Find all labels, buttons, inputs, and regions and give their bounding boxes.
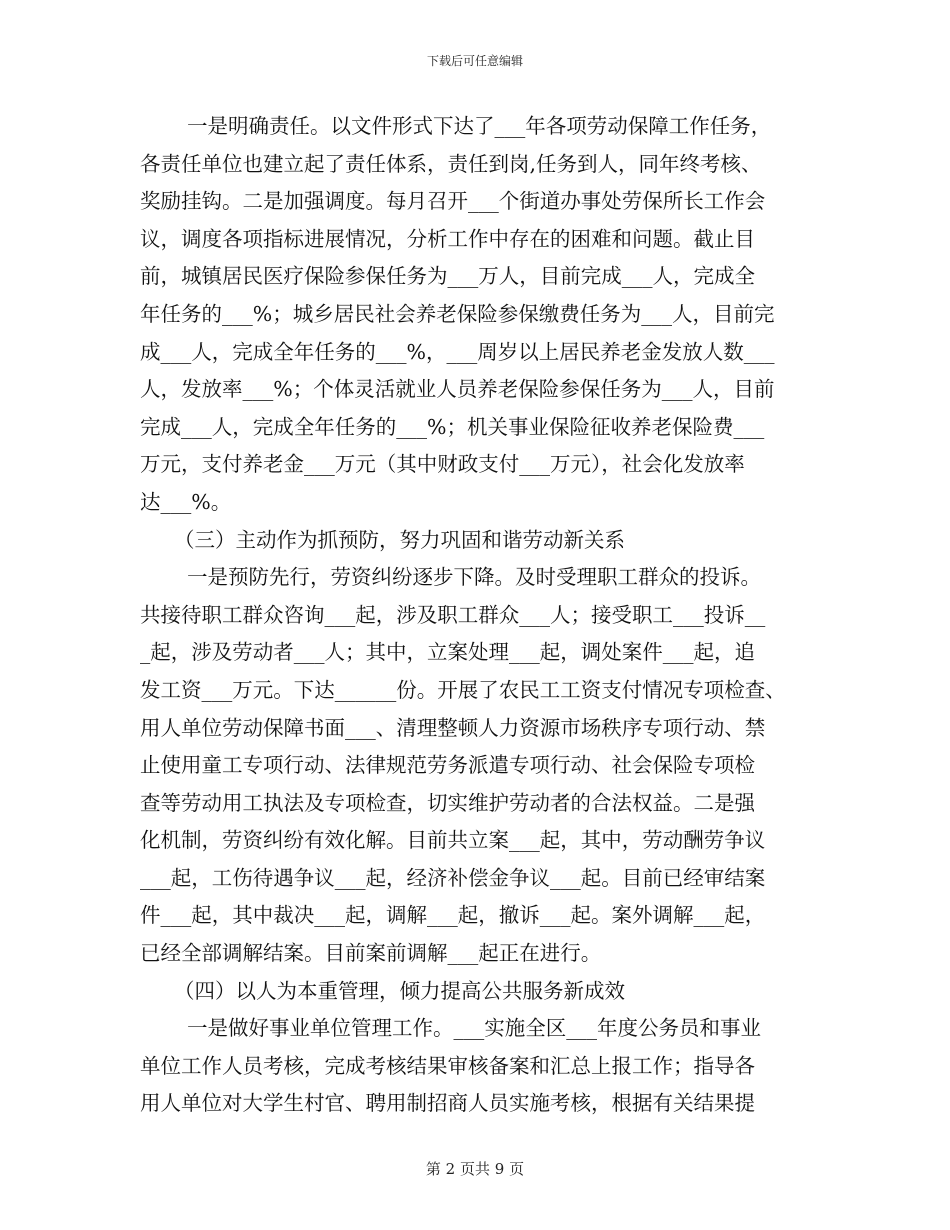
text-line: 完成___人，完成全年任务的___%；机关事业保险征收养老保险费___ xyxy=(140,414,765,439)
text-line: 已经全部调解结案。目前案前调解___起正在进行。 xyxy=(140,941,602,966)
text-line: 查等劳动用工执法及专项检查，切实维护劳动者的合法权益。二是强 xyxy=(140,790,755,815)
text-line: 化机制，劳资纠纷有效化解。目前共立案___起，其中，劳动酬劳争议 xyxy=(140,828,766,853)
text-line: 各责任单位也建立起了责任体系，责任到岗,任务到人，同年终考核、 xyxy=(140,151,762,176)
text-line: 达___%。 xyxy=(140,489,232,514)
text-line: 用人单位对大学生村官、聘用制招商人员实施考核，根据有关结果提 xyxy=(140,1091,755,1116)
text-line: 年任务的___%；城乡居民社会养老保险参保缴费任务为___人，目前完 xyxy=(140,301,775,326)
text-line: （四）以人为本重管理，倾力提高公共服务新成效 xyxy=(174,978,625,1003)
text-line: 单位工作人员考核，完成考核结果审核备案和汇总上报工作；指导各 xyxy=(140,1053,755,1078)
text-line: 奖励挂钩。二是加强调度。每月召开___个街道办事处劳保所长工作会 xyxy=(140,189,766,214)
text-line: 前，城镇居民医疗保险参保任务为___万人，目前完成___人，完成全 xyxy=(140,264,755,289)
text-line: 止使用童工专项行动、法律规范劳务派遣专项行动、社会保险专项检 xyxy=(140,753,755,778)
text-line: 一是做好事业单位管理工作。___实施全区___年度公务员和事业 xyxy=(187,1016,761,1041)
text-line: 人，发放率___%；个体灵活就业人员养老保险参保任务为___人，目前 xyxy=(140,377,775,402)
text-line: 共接待职工群众咨询___起，涉及职工群众___人；接受职工___投诉__ xyxy=(140,602,766,627)
text-line: 发工资___万元。下达______份。开展了农民工工资支付情况专项检查、 xyxy=(140,677,786,702)
text-line: 议，调度各项指标进展情况，分析工作中存在的困难和问题。截止目 xyxy=(140,226,755,251)
text-line: 万元，支付养老金___万元（其中财政支付___万元），社会化发放率 xyxy=(140,452,745,477)
text-line: 成___人，完成全年任务的___%，___周岁以上居民养老金发放人数___ xyxy=(140,339,775,364)
text-line: 用人单位劳动保障书面___、清理整顿人力资源市场秩序专项行动、禁 xyxy=(140,715,766,740)
text-line: 一是明确责任。以文件形式下达了___年各项劳动保障工作任务， xyxy=(187,114,772,138)
text-line: 件___起，其中裁决___起，调解___起，撤诉___起。案外调解___起， xyxy=(140,903,766,928)
text-line: ___起，工伤待遇争议___起，经济补偿金争议___起。目前已经审结案 xyxy=(140,865,766,890)
text-line: 一是预防先行，劳资纠纷逐步下降。及时受理职工群众的投诉。 xyxy=(187,565,761,590)
document-body xyxy=(140,108,820,1123)
text-line: _起，涉及劳动者___人；其中，立案处理___起，调处案件___起，追 xyxy=(140,640,755,665)
page-footer: 第 2 页共 9 页 xyxy=(425,1160,525,1178)
page-header: 下载后可任意编辑 xyxy=(426,54,523,68)
text-line: （三）主动作为抓预防，努力巩固和谐劳动新关系 xyxy=(174,527,625,552)
